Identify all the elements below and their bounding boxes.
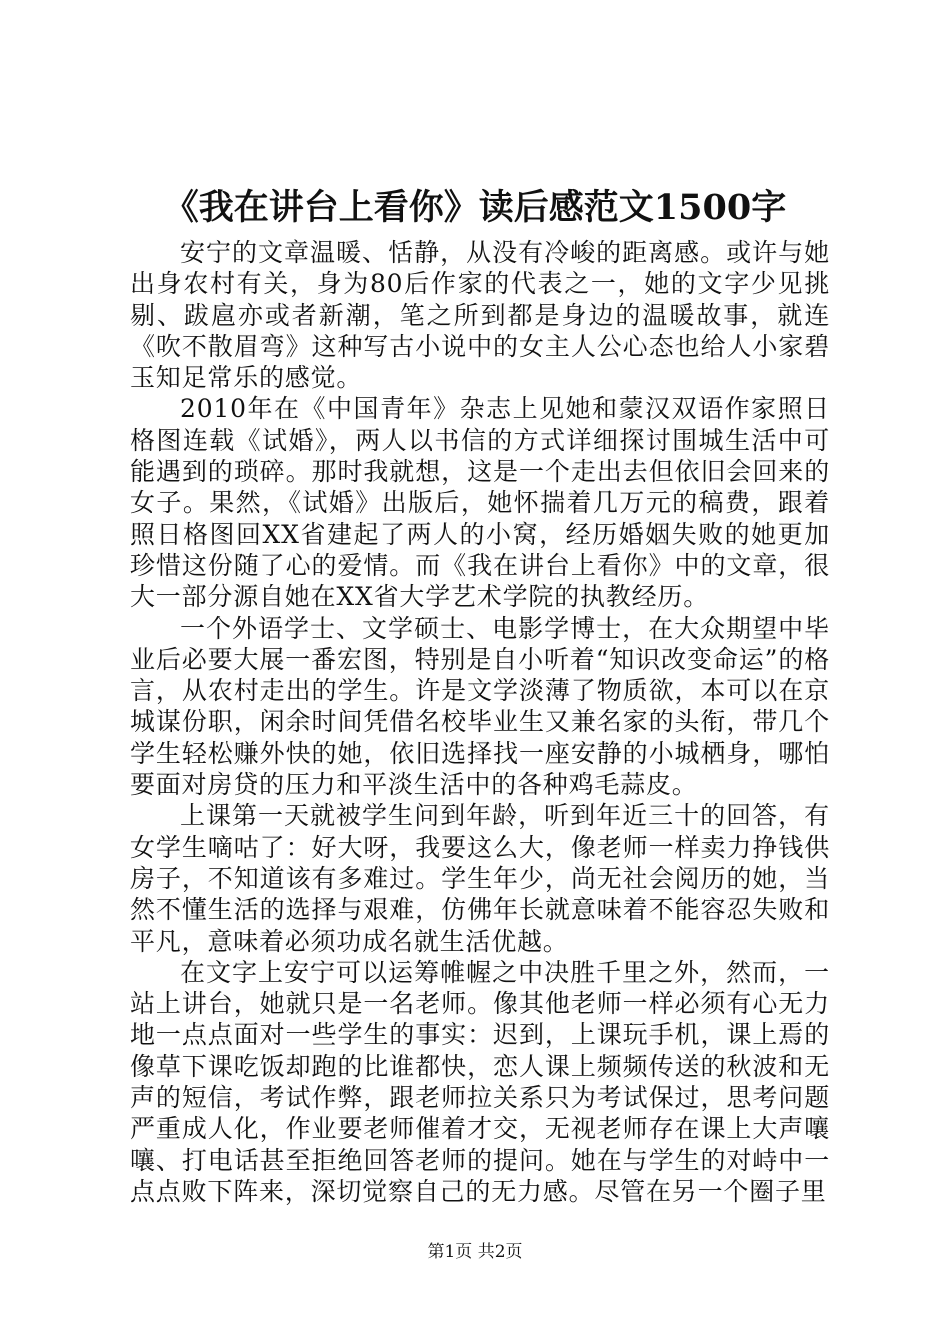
document-body: [130, 237, 830, 1207]
paragraph-4: 上课第一天就被学生问到年龄，听到年近三十的回答，有女学生嘀咕了：好大呀，我要这么大，像老师一样卖力挣钱供房子，不知道该有多难过。学生年少，尚无社会阅历的她，当然不懂生活的选择与艰难，仿佛年长就意味着不能容忍失败和平凡，意味着必须功成名就生活优越。: [130, 801, 830, 956]
paragraph-5: 在文字上安宁可以运筹帷幄之中决胜千里之外，然而，一站上讲台，她就只是一名老师。像其他老师一样必须有心无力地一点点面对一些学生的事实：迟到，上课玩手机，课上焉的像草下课吃饭却跑的比谁都快，恋人课上频频传送的秋波和无声的短信，考试作弊，跟老师拉关系只为考试保过，思考问题严重成人化，作业要老师催着才交，无视老师存在课上大声嚷嚷、打电话甚至拒绝回答老师的提问。她在与学生的对峙中一点点败下阵来，深切觉察自己的无力感。尽管在另一个圈子里: [130, 957, 830, 1206]
paragraph-2: 2010年在《中国青年》杂志上见她和蒙汉双语作家照日格图连载《试婚》，两人以书信的方式详细探讨围城生活中可能遇到的琐碎。那时我就想，这是一个走出去但依旧会回来的女子。果然，《试婚》出版后，她怀揣着几万元的稿费，跟着照日格图回XX省建起了两人的小窝，经历婚姻失败的她更加珍惜这份随了心的爱情。而《我在讲台上看你》中的文章，很大一部分源自她在XX省大学艺术学院的执教经历。: [130, 394, 830, 612]
paragraph-1: 安宁的文章温暖、恬静，从没有冷峻的距离感。或许与她出身农村有关，身为80后作家的代表之一，她的文字少见挑剔、跋扈亦或者新潮，笔之所到都是身边的温暖故事，就连《吹不散眉弯》这种写古小说中的女主人公心态也给人小家碧玉知足常乐的感觉。: [130, 238, 830, 393]
paragraph-3: 一个外语学士、文学硕士、电影学博士，在大众期望中毕业后必要大展一番宏图，特别是自小听着“知识改变命运”的格言，从农村走出的学生。许是文学淡薄了物质欲，本可以在京城谋份职，闲余时间凭借名校毕业生又兼名家的头衔，带几个学生轻松赚外快的她，依旧选择找一座安静的小城栖身，哪怕要面对房贷的压力和平淡生活中的各种鸡毛蒜皮。: [130, 613, 830, 800]
page-footer: 第1页 共2页: [427, 1242, 523, 1262]
document-title: 《我在讲台上看你》读后感范文1500字: [163, 187, 787, 228]
